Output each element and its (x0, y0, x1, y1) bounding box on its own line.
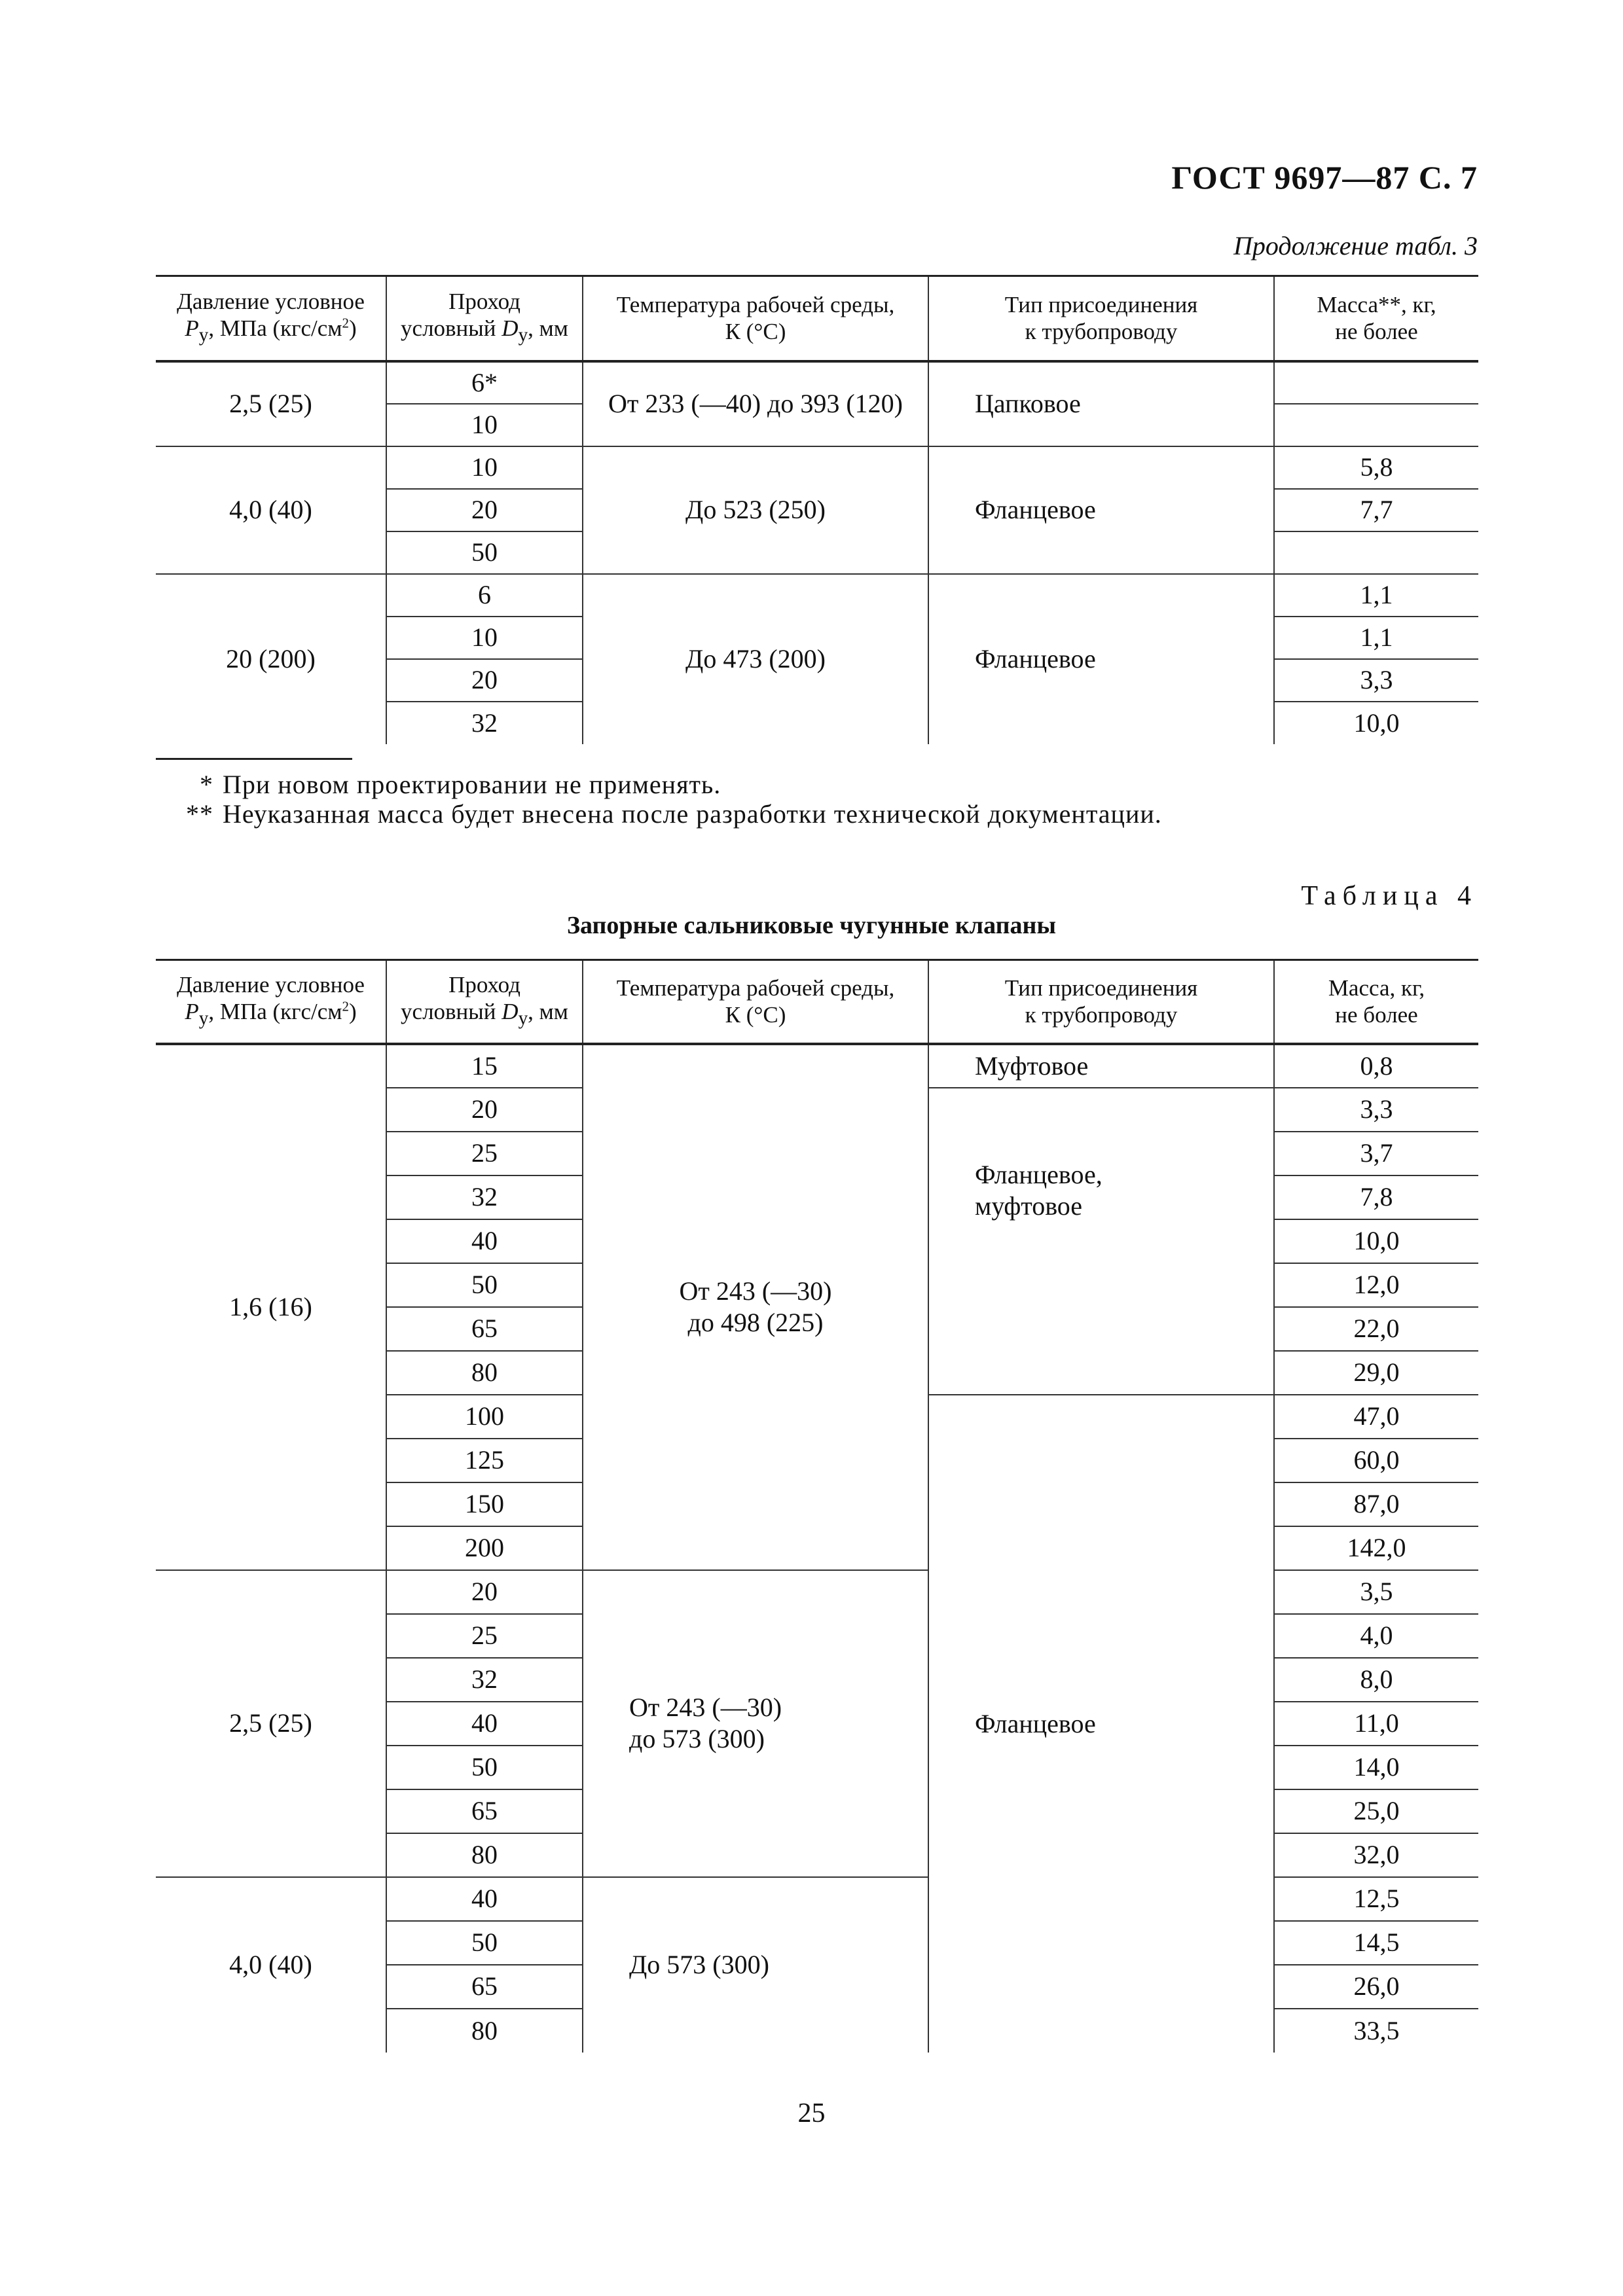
passage-cell: 10 (386, 617, 583, 659)
passage-cell: 65 (386, 1965, 583, 2009)
temperature-cell (583, 1570, 928, 1877)
pressure-unit-sup: 2 (342, 315, 349, 331)
pressure-cell: 2,5 (25) (156, 1570, 386, 1877)
table-row (156, 1044, 1478, 1088)
column-header-mass (1274, 960, 1478, 1044)
column-header-pressure-line1: Давление условное (177, 288, 365, 314)
passage-cell: 50 (386, 1921, 583, 1965)
mass-cell: 3,3 (1274, 1088, 1478, 1132)
mass-cell: 47,0 (1274, 1395, 1478, 1439)
table-row (156, 361, 1478, 404)
mass-cell: 3,7 (1274, 1132, 1478, 1175)
passage-cell: 80 (386, 2009, 583, 2053)
passage-cell: 20 (386, 1570, 583, 1614)
pressure-unit-end: ) (348, 315, 357, 341)
footnote-mark: * (200, 770, 213, 799)
column-header-mass-line2: не более (1335, 319, 1418, 345)
table-4-label: Таблица 4 (1301, 881, 1478, 911)
mass-cell: 12,5 (1274, 1877, 1478, 1921)
column-header-passage-line1: Проход (448, 971, 520, 997)
pressure-subscript: y (198, 324, 209, 346)
mass-cell (1274, 361, 1478, 404)
passage-cell: 25 (386, 1132, 583, 1175)
mass-cell: 3,3 (1274, 659, 1478, 702)
temperature-cell: До 573 (300) (583, 1877, 928, 2053)
connection-line1: Фланцевое, (975, 1159, 1103, 1189)
table-3-header-row (156, 276, 1478, 361)
connection-cell: Цапковое (928, 361, 1274, 446)
pressure-unit-sup: 2 (342, 998, 349, 1014)
temperature-cell (583, 1044, 928, 1570)
table-row (156, 446, 1478, 489)
mass-cell: 8,0 (1274, 1658, 1478, 1702)
column-header-passage-line1: Проход (448, 288, 520, 314)
passage-cell: 10 (386, 404, 583, 446)
pressure-unit: , МПа (кгс/см (208, 315, 342, 341)
passage-cell: 50 (386, 531, 583, 574)
passage-cell: 40 (386, 1702, 583, 1746)
mass-cell: 29,0 (1274, 1351, 1478, 1395)
mass-cell: 32,0 (1274, 1833, 1478, 1877)
pressure-cell: 20 (200) (156, 574, 386, 744)
table-4 (156, 959, 1478, 2053)
passage-cell: 150 (386, 1482, 583, 1526)
footnote (200, 769, 721, 800)
footnote-text: При новом проектировании не применять. (223, 770, 721, 799)
pressure-cell: 1,6 (16) (156, 1044, 386, 1570)
column-header-temperature-line1: Температура рабочей среды, (616, 975, 895, 1001)
pressure-cell: 4,0 (40) (156, 1877, 386, 2053)
passage-symbol: D (501, 315, 519, 341)
passage-cell: 20 (386, 1088, 583, 1132)
column-header-pressure-line1: Давление условное (177, 971, 365, 997)
mass-cell: 22,0 (1274, 1307, 1478, 1351)
passage-pre: условный (401, 315, 502, 341)
passage-cell: 20 (386, 489, 583, 531)
mass-cell: 7,7 (1274, 489, 1478, 531)
column-header-connection (928, 276, 1274, 361)
column-header-pressure (156, 276, 386, 361)
column-header-temperature-line2: К (°С) (725, 1002, 786, 1028)
column-header-mass-line1: Масса, кг, (1328, 975, 1425, 1001)
column-header-temperature-line2: К (°С) (725, 319, 786, 345)
mass-cell: 87,0 (1274, 1482, 1478, 1526)
mass-cell: 33,5 (1274, 2009, 1478, 2053)
column-header-connection-line1: Тип присоединения (1004, 975, 1198, 1001)
mass-cell: 14,0 (1274, 1746, 1478, 1789)
passage-cell: 10 (386, 446, 583, 489)
table-row (156, 1570, 1478, 1614)
table-continuation-label: Продолжение табл. 3 (1233, 231, 1478, 260)
temperature-line1: От 243 (—30) (679, 1276, 832, 1306)
footnote-text: Неуказанная масса будет внесена после разработки технической документации. (223, 799, 1162, 829)
passage-cell: 20 (386, 659, 583, 702)
column-header-temperature (583, 276, 928, 361)
column-header-connection-line2: к трубопроводу (1025, 1002, 1178, 1028)
mass-cell: 0,8 (1274, 1044, 1478, 1088)
connection-cell: Муфтовое (928, 1044, 1274, 1088)
passage-cell: 100 (386, 1395, 583, 1439)
document-header: ГОСТ 9697—87 С. 7 (1171, 159, 1478, 196)
column-header-passage (386, 276, 583, 361)
mass-cell: 1,1 (1274, 617, 1478, 659)
mass-cell: 1,1 (1274, 574, 1478, 617)
passage-cell: 80 (386, 1833, 583, 1877)
passage-unit: , мм (528, 315, 568, 341)
passage-symbol: D (501, 998, 519, 1024)
connection-cell (928, 1088, 1274, 1395)
column-header-mass-line2: не более (1335, 1002, 1418, 1028)
column-header-temperature-line1: Температура рабочей среды, (616, 292, 895, 318)
column-header-temperature (583, 960, 928, 1044)
footnote-mark: ** (186, 799, 213, 829)
passage-cell: 125 (386, 1439, 583, 1482)
temperature-cell: До 473 (200) (583, 574, 928, 744)
pressure-unit-end: ) (348, 998, 357, 1024)
mass-cell: 4,0 (1274, 1614, 1478, 1658)
column-header-mass (1274, 276, 1478, 361)
passage-cell: 80 (386, 1351, 583, 1395)
passage-cell: 200 (386, 1526, 583, 1570)
footnote (186, 798, 1162, 829)
mass-cell (1274, 404, 1478, 446)
mass-cell: 25,0 (1274, 1789, 1478, 1833)
passage-cell: 65 (386, 1307, 583, 1351)
pressure-symbol: P (185, 998, 199, 1024)
mass-cell: 10,0 (1274, 1219, 1478, 1263)
passage-cell: 25 (386, 1614, 583, 1658)
pressure-subscript: y (198, 1007, 209, 1029)
passage-subscript: y (518, 1007, 528, 1029)
mass-cell: 11,0 (1274, 1702, 1478, 1746)
passage-cell: 32 (386, 702, 583, 744)
temperature-line2: до 498 (225) (687, 1308, 824, 1337)
pressure-cell: 4,0 (40) (156, 446, 386, 574)
column-header-mass-line1: Масса**, кг, (1317, 292, 1436, 318)
passage-cell: 6 (386, 574, 583, 617)
passage-unit: , мм (528, 998, 568, 1024)
passage-cell: 50 (386, 1263, 583, 1307)
passage-cell: 40 (386, 1877, 583, 1921)
mass-cell: 60,0 (1274, 1439, 1478, 1482)
passage-cell: 65 (386, 1789, 583, 1833)
passage-cell: 32 (386, 1175, 583, 1219)
column-header-connection-line2: к трубопроводу (1025, 319, 1178, 345)
column-header-connection (928, 960, 1274, 1044)
mass-cell: 7,8 (1274, 1175, 1478, 1219)
temperature-cell: От 233 (—40) до 393 (120) (583, 361, 928, 446)
mass-cell (1274, 531, 1478, 574)
mass-cell: 26,0 (1274, 1965, 1478, 2009)
connection-cell: Фланцевое (928, 446, 1274, 574)
mass-cell: 142,0 (1274, 1526, 1478, 1570)
table-row (156, 574, 1478, 617)
mass-cell: 14,5 (1274, 1921, 1478, 1965)
temperature-line2: до 573 (300) (629, 1724, 765, 1753)
footnote-separator (156, 758, 352, 760)
passage-cell: 15 (386, 1044, 583, 1088)
table-4-title: Запорные сальниковые чугунные клапаны (566, 912, 1057, 939)
passage-subscript: y (518, 324, 528, 346)
pressure-unit: , МПа (кгс/см (208, 998, 342, 1024)
temperature-cell: До 523 (250) (583, 446, 928, 574)
passage-cell: 6* (386, 361, 583, 404)
page-number: 25 (797, 2098, 826, 2128)
mass-cell: 10,0 (1274, 702, 1478, 744)
pressure-cell: 2,5 (25) (156, 361, 386, 446)
table-row (156, 1877, 1478, 1921)
column-header-passage (386, 960, 583, 1044)
connection-cell: Фланцевое (928, 574, 1274, 744)
mass-cell: 12,0 (1274, 1263, 1478, 1307)
passage-cell: 32 (386, 1658, 583, 1702)
temperature-line1: От 243 (—30) (629, 1693, 782, 1722)
pressure-symbol: P (185, 315, 199, 341)
mass-cell: 3,5 (1274, 1570, 1478, 1614)
connection-line2: муфтовое (975, 1191, 1083, 1221)
passage-pre: условный (401, 998, 502, 1024)
passage-cell: 50 (386, 1746, 583, 1789)
table-3 (156, 275, 1478, 744)
connection-cell: Фланцевое (928, 1395, 1274, 2053)
mass-cell: 5,8 (1274, 446, 1478, 489)
column-header-connection-line1: Тип присоединения (1004, 292, 1198, 318)
table-4-header-row (156, 960, 1478, 1044)
passage-cell: 40 (386, 1219, 583, 1263)
column-header-pressure (156, 960, 386, 1044)
